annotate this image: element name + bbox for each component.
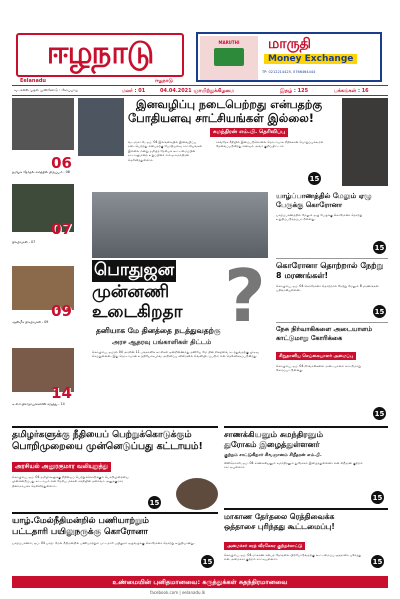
story-head-1: மாகாண தேர்தலை ரெத்திவைக்க [224, 512, 335, 521]
side-caption: டி.எம்.திசாநாயக்கவின் கருத்து - 14 [12, 402, 65, 406]
side-caption: தமிழக தேர்தல் களத்தில் திருப்பம் - 06 [12, 170, 70, 174]
right-head: யாழ்ப்பாணத்தில் மேலும் ஏழு பேருக்கு கொரோனா [276, 192, 372, 209]
logo-sub: Eelanadu [20, 78, 46, 84]
story-kicker: குற்றம் சாட்டுகிறார் சிவஞானம் சிறீதரன் எம்.பி. [224, 453, 322, 458]
main-sub-1: தனியாக மே தினத்தை நடத்துவதற்கு [96, 326, 221, 335]
story-head-2: பட்டதாரி பயிலுநருக்கு கொரோனா [12, 527, 148, 537]
story-betrayal[interactable] [224, 426, 388, 506]
right-head: கொரோனா தொற்றால் நேற்று 8 மரணங்கள்! [276, 261, 384, 280]
footer-web[interactable]: facebook.com | eelanadu.lk [150, 590, 206, 595]
story-body: கொழும்பு, ஏப். 04 மாகாண சபைத் தேர்தலை பிற்போடுவதற்கு கூட்டமைப்பு ஒத்தாசை புரிந்தது என அமைச்சர் குற்றம் சாட்டியுள்ளார். [224, 553, 362, 562]
side-item[interactable] [12, 184, 74, 264]
side-item[interactable] [12, 348, 74, 420]
main-headline-1: பொதுஜன [94, 260, 175, 280]
story-kicker: அமைச்சர் சரத் வீரசேகர குற்றச்சாட்டு [224, 542, 305, 550]
right-body: யாழ்ப்பாணத்தில் மேலும் ஏழு பேருக்கு கொரோனா தொற்று உறுதிப்படுத்தப்பட்டுள்ளது. [276, 213, 363, 222]
question-mark: ? [224, 254, 266, 338]
side-item[interactable] [12, 266, 74, 340]
page-ref-badge[interactable]: 15 [201, 555, 214, 568]
side-caption: நிகழ்வுகள் - 07 [12, 240, 36, 244]
date-label: 04.04.2021 ஞாயிற்றுக்கிழமை [160, 87, 235, 94]
ad-phone: TP: 0212214425, 0766464444 [262, 70, 316, 74]
logo-text: ஈழநாடு [46, 35, 154, 71]
logo-sub2: ஈழநாடு [155, 78, 173, 84]
lead-photo-left [78, 98, 124, 156]
right-body: கொழும்பு, ஏப். 04 கொரோனா தொற்றால் நேற்று மேலும் 8 மரணங்கள் பதிவாகியுள்ளன. [276, 284, 379, 293]
side-num: 07 [51, 220, 72, 238]
story-head-2: துரோகம் இழைத்துள்ளனர் [224, 440, 320, 449]
story-kicker: அரசியல் அனுரகுமார வலியுறுத்து [12, 462, 111, 472]
footer-slogan [12, 576, 388, 588]
story-court[interactable] [12, 512, 218, 570]
side-photo [12, 98, 74, 150]
story-photo [176, 478, 218, 510]
side-item[interactable] [12, 98, 74, 182]
lead-headline-2: போதியளவு சாட்சியங்கள் இல்லை! [128, 111, 315, 125]
side-num: 06 [51, 154, 72, 172]
story-body: யாழ்ப்பாணம், ஏப். 04 யாழ். மேல் நீதிமன்றில் பணியாற்றும் பட்டதாரி பயிலுநர் ஒருவருக்கு கொரோனா தொற்று உறுதியானது. [12, 541, 195, 545]
story-head-1: சாணக்கியனும் சுமந்திரனும் [224, 430, 324, 439]
page-ref-badge[interactable]: 15 [148, 496, 161, 509]
story-justice[interactable] [12, 426, 218, 510]
page-ref-badge[interactable]: 15 [373, 407, 386, 420]
page-ref-badge[interactable]: 15 [373, 305, 386, 318]
page-ref-badge[interactable]: 15 [371, 555, 384, 568]
story-head-2: பொறிமுறையை முன்னெடுப்பது கட்டாயம்! [12, 441, 203, 452]
story-body: கொழும்பு, ஏப். 04 தமிழர்களுக்கு நீதியைப் பெற்றுக்கொடுக்கும் பொறிமுறையை முன்னெடுப்பது கட்டாயம் என தேசிய மக்கள் சக்தியின் தலைவர் அனுரகுமார திஸாநாயக்க தெரிவித்துள்ளார். [12, 475, 129, 488]
story-head-1: தமிழர்களுக்கு நீதியைப் பெற்றுக்கொடுக்கும் [12, 430, 192, 440]
issue-label: இதழ் : 125 [280, 87, 309, 94]
right-story[interactable] [276, 322, 388, 422]
lead-photo-right [342, 98, 388, 186]
right-story[interactable] [276, 192, 388, 256]
est-line: வடக்கின் முதல் முன்னோடு : கோப்பாய் [14, 88, 79, 92]
page-ref-badge[interactable]: 15 [308, 172, 321, 185]
ad-brand-en: Money Exchange [264, 54, 357, 64]
ad-logo-box [200, 36, 258, 80]
ad-banner[interactable] [196, 32, 382, 82]
side-num: 09 [51, 302, 72, 320]
money-icon [214, 48, 244, 66]
lead-headline-1: இனவழிப்பு நடைபெற்றது என்பதற்கு [136, 98, 323, 111]
page-ref-badge[interactable]: 15 [371, 491, 384, 504]
masthead-logo [16, 33, 184, 77]
lead-banner[interactable] [78, 98, 388, 190]
main-headline-3: உடைகிறதா [92, 302, 183, 322]
side-caption: ஆன்மீக நிகழ்வுகள் - 09 [12, 320, 49, 324]
story-head-1: யாழ்.மேல்நீதிமன்றில் பணியாற்றும் [12, 516, 149, 526]
main-photo [92, 192, 268, 258]
page-ref-badge[interactable]: 15 [373, 241, 386, 254]
side-num: 14 [51, 384, 72, 402]
right-body: கொழும்பு, ஏப். 04 நிர்வாகிகளை அடையாளம் காட்டுமாறு கோரப்பட்டுள்ளது. [276, 364, 362, 373]
right-kicker: சிறுதானிய செய்கையாளர் அமைப்பு [276, 352, 356, 360]
dateline-bar [12, 85, 388, 96]
main-sub-2: அரச ஆதரவு பங்காளிகள் திட்டம் [112, 338, 212, 346]
pages-label: பக்கங்கள் : 16 [334, 87, 369, 94]
footer-slogan-text: உண்மையின் புனிதமானவை: கருத்துக்கள் சுதந்திரமானவை [112, 577, 288, 586]
vol-label: மலர் : 01 [122, 87, 146, 94]
main-story[interactable] [92, 254, 272, 408]
story-election[interactable] [224, 508, 388, 570]
ad-brand: மாருதி [268, 36, 312, 52]
right-story[interactable] [276, 258, 388, 320]
sidebar [12, 98, 74, 420]
right-head: நேசு நிர்வாகிகளை அடையாளம் காட்டுமாறு கோரிக்கை [276, 325, 373, 342]
main-headline-2: முன்னணி [92, 282, 170, 302]
story-body: கிளிநொச்சி, ஏப். 04 சாணக்கியனும் சுமந்திரனும் துரோகம் இழைத்துள்ளனர் என சிறீதரன் குற்றம் சாட்டியுள்ளார். [224, 461, 363, 470]
main-body: கொழும்பு, ஏப்ரல் 04 அரசின் 11 பங்காளிக் கட்சிகள் ஒன்றிணைந்து தனியே மே தின நிகழ்வை நடத்துவதற்கு முடிவு செய்துள்ளன. இது தொடர்பான உத்தியோகபூர்வ அறிவிப்பு விரைவில் வெளியிடப்படும் என தெரிவிக்கப்படுகிறது. [92, 350, 259, 359]
story-head-2: ஒத்தாசை புரிந்தது கூட்டமைப்பு! [224, 522, 335, 531]
lead-kicker: சுமந்திரன் எம்.பி. தெரிவிப்பு [210, 128, 288, 137]
lead-body: வடமராட்சி, ஏப். 04 இலங்கையில் இனவழிப்பு நடைபெற்றது என்பதற்கு போதியளவு சாட்சியங்கள் இல்லை என்று தமிழ்த் தேசியக் கூட்டமைப்பின் நாடாளுமன்ற உறுப்பினர் எம்.ஏ.சுமந்திரன் தெரிவித்துள்ளார். [128, 140, 203, 162]
lead-body-2: சர்வதேச ரீதியில் இனப்படுகொலை தொடர்பாக நீதிக்கான பொறுப்புக்கூறல் தேவைப்படுகிறது எனவும் அவர் குறிப்பிட்டார். [216, 140, 324, 149]
ad-small-brand: MARUTHI [218, 40, 240, 45]
